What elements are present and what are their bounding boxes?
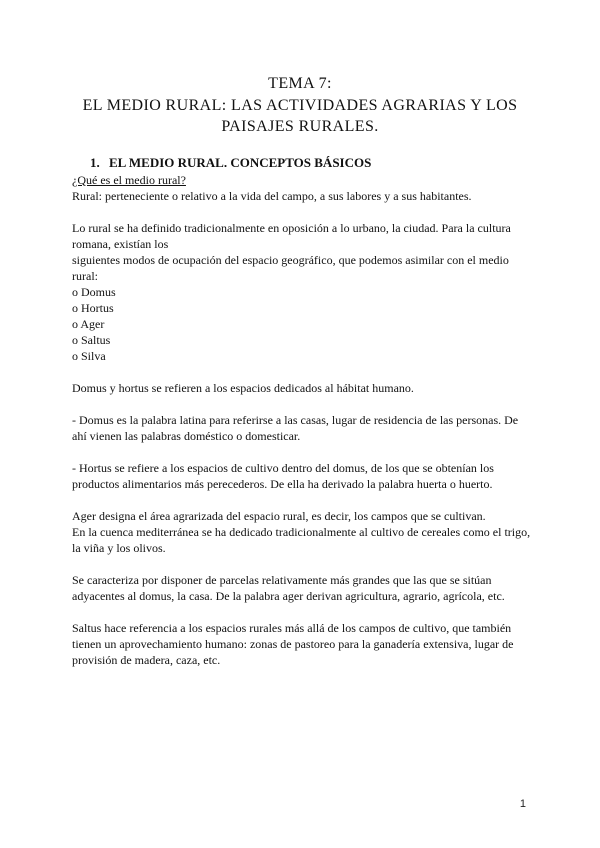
ager-paragraph-1: Ager designa el área agrarizada del espacio rural, es decir, los campos que se cultivan. bbox=[72, 509, 486, 523]
paragraph-gap bbox=[72, 492, 534, 508]
question-subheading: ¿Qué es el medio rural? bbox=[72, 173, 186, 187]
list-item-hortus: o Hortus bbox=[72, 301, 114, 315]
section-heading-text: EL MEDIO RURAL. CONCEPTOS BÁSICOS bbox=[109, 155, 372, 170]
section-number: 1. bbox=[90, 155, 100, 170]
list-item-silva: o Silva bbox=[72, 349, 106, 363]
definition-paragraph: Rural: perteneciente o relativo a la vida del campo, a sus labores y a sus habitantes. bbox=[72, 189, 472, 203]
intro-paragraph-2: siguientes modos de ocupación del espacio geográfico, que podemos asimilar con el medio rural: bbox=[72, 253, 509, 283]
doc-title-line-2: PAISAJES RURALES. bbox=[221, 118, 379, 135]
list-item-ager: o Ager bbox=[72, 317, 105, 331]
paragraph-gap bbox=[72, 604, 534, 620]
domus-paragraph: - Domus es la palabra latina para referirse a las casas, lugar de residencia de las personas. De ahí vienen las palabras doméstico o domesticar. bbox=[72, 413, 519, 443]
section-heading bbox=[90, 155, 371, 171]
list-item-saltus: o Saltus bbox=[72, 333, 111, 347]
ager-paragraph-2: En la cuenca mediterránea se ha dedicado tradicionalmente al cultivo de cereales como el trigo, la viña y los olivos. bbox=[72, 525, 531, 555]
list-item-domus: o Domus bbox=[72, 285, 116, 299]
paragraph-gap bbox=[72, 556, 534, 572]
paragraph-gap bbox=[72, 444, 534, 460]
page-number: 1 bbox=[519, 798, 526, 810]
hortus-paragraph: - Hortus se refiere a los espacios de cultivo dentro del domus, de los que se obtenían los productos alimentarios más perecederos. De ella ha derivado la palabra huerta o huerto. bbox=[72, 461, 494, 491]
paragraph-gap bbox=[72, 364, 534, 380]
doc-title-topic: TEMA 7: bbox=[268, 75, 332, 92]
doc-title-line-1: EL MEDIO RURAL: LAS ACTIVIDADES AGRARIAS Y LOS bbox=[82, 97, 518, 114]
document-body bbox=[72, 172, 534, 668]
domus-hortus-paragraph: Domus y hortus se refieren a los espacios dedicados al hábitat humano. bbox=[72, 381, 414, 395]
paragraph-gap bbox=[72, 396, 534, 412]
paragraph-gap bbox=[72, 204, 534, 220]
ager-paragraph-3: Se caracteriza por disponer de parcelas relativamente más grandes que las que se sitúan adyacentes al domus, la casa. De la palabra ager derivan agricultura, agrario, agrícola, etc. bbox=[72, 573, 505, 603]
saltus-paragraph: Saltus hace referencia a los espacios rurales más allá de los campos de cultivo, que también tienen un aprovechamiento humano: zonas de pastoreo para la ganadería extensiva, lugar de provisión de madera, caza, etc. bbox=[72, 621, 514, 667]
intro-paragraph-1: Lo rural se ha definido tradicionalmente en oposición a lo urbano, la ciudad. Para la cultura romana, existían los bbox=[72, 221, 511, 251]
